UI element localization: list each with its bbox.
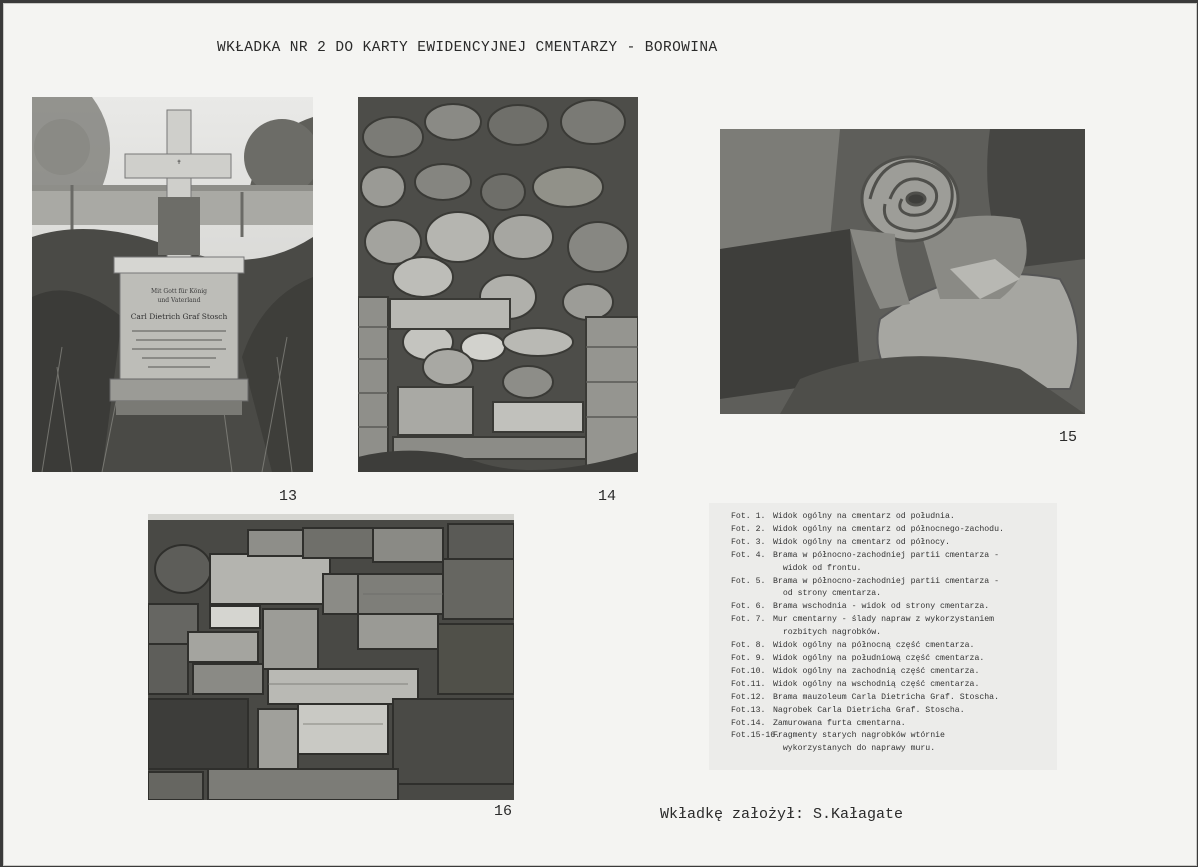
- caption-number: Fot.15-16.: [731, 731, 781, 741]
- caption-text: Widok ogólny na południową część cmentarza.: [773, 653, 985, 663]
- inscription-line-3: Carl Dietrich Graf Stosch: [130, 312, 228, 321]
- caption-number: Fot. 3.: [731, 537, 766, 547]
- caption-row: [731, 601, 1057, 614]
- caption-number: Fot. 2.: [731, 524, 766, 534]
- photo-14-walled-gate: [358, 97, 638, 472]
- caption-row: [731, 550, 1057, 563]
- caption-row: [731, 730, 1057, 743]
- caption-text: Brama w północno-zachodniej partii cmentarza -: [773, 550, 1000, 560]
- caption-text: Widok ogólny na cmentarz od północy.: [773, 537, 950, 547]
- caption-number: [731, 588, 773, 601]
- caption-text: od strony cmentarza.: [773, 589, 882, 599]
- caption-number: Fot. 8.: [731, 641, 766, 651]
- caption-number: Fot.12.: [731, 692, 766, 702]
- inscription-line-2: und Vaterland: [157, 297, 201, 304]
- caption-row: [731, 511, 1057, 524]
- caption-number: Fot. 6.: [731, 602, 766, 612]
- caption-text: widok od frontu.: [773, 563, 862, 573]
- caption-row: [731, 537, 1057, 550]
- caption-row: [731, 627, 1057, 640]
- caption-number: Fot.13.: [731, 705, 766, 715]
- photo-captions-list: [709, 503, 1057, 770]
- document-title: WKŁADKA NR 2 DO KARTY EWIDENCYJNEJ CMENTARZY - BOROWINA: [217, 40, 718, 56]
- caption-number: [731, 627, 773, 640]
- caption-row: [731, 743, 1057, 756]
- caption-row: [731, 718, 1057, 731]
- caption-number: Fot.11.: [731, 679, 766, 689]
- caption-row: [731, 614, 1057, 627]
- caption-number: Fot. 1.: [731, 512, 766, 521]
- photo-15-carved-fragment: [720, 129, 1085, 414]
- caption-number: Fot. 4.: [731, 550, 766, 560]
- caption-text: Mur cmentarny - ślady napraw z wykorzystaniem: [773, 615, 995, 625]
- photo-13-gravestone: [32, 97, 313, 472]
- inscription-line-1: Mit Gott für König: [151, 288, 207, 295]
- caption-row: [731, 705, 1057, 718]
- photo-number-15: 15: [1059, 429, 1078, 446]
- photo-number-14: 14: [598, 488, 617, 505]
- caption-row: [731, 666, 1057, 679]
- caption-row: [731, 588, 1057, 601]
- photo-16-wall-fragments: [148, 514, 514, 800]
- caption-row: [731, 653, 1057, 666]
- svg-text:✝: ✝: [176, 159, 182, 166]
- caption-text: Zamurowana furta cmentarna.: [773, 718, 906, 728]
- caption-row: [731, 692, 1057, 705]
- caption-text: Fragmenty starych nagrobków wtórnie: [773, 731, 945, 741]
- caption-number: Fot.10.: [731, 666, 766, 676]
- caption-number: Fot.14.: [731, 718, 766, 728]
- caption-text: Widok ogólny na północną część cmentarza.: [773, 641, 975, 651]
- caption-text: Widok ogólny na wschodnią część cmentarza.: [773, 679, 980, 689]
- caption-text: wykorzystanych do naprawy muru.: [773, 744, 936, 754]
- caption-number: Fot. 7.: [731, 615, 766, 625]
- caption-row: [731, 679, 1057, 692]
- caption-row: [731, 576, 1057, 589]
- document-sheet: [3, 3, 1197, 866]
- caption-text: Widok ogólny na cmentarz od południa.: [773, 512, 955, 521]
- footer-author: Wkładkę założył: S.Kałagate: [660, 806, 904, 823]
- photo-number-13: 13: [279, 488, 298, 505]
- caption-number: Fot. 9.: [731, 653, 766, 663]
- caption-text: Brama w północno-zachodniej partii cmentarza -: [773, 576, 1000, 586]
- caption-number: Fot. 5.: [731, 576, 766, 586]
- caption-number: [731, 563, 773, 576]
- caption-number: [731, 743, 773, 756]
- caption-text: Widok ogólny na zachodnią część cmentarza.: [773, 666, 980, 676]
- caption-row: [731, 640, 1057, 653]
- caption-text: Brama wschodnia - widok od strony cmentarza.: [773, 602, 990, 612]
- caption-row: [731, 524, 1057, 537]
- caption-text: Widok ogólny na cmentarz od północnego-zachodu.: [773, 524, 1004, 534]
- photo-number-16: 16: [494, 803, 513, 820]
- caption-text: rozbitych nagrobków.: [773, 628, 882, 638]
- caption-row: [731, 563, 1057, 576]
- caption-text: Nagrobek Carla Dietricha Graf. Stoscha.: [773, 705, 965, 715]
- caption-text: Brama mauzoleum Carla Dietricha Graf. Stoscha.: [773, 692, 1000, 702]
